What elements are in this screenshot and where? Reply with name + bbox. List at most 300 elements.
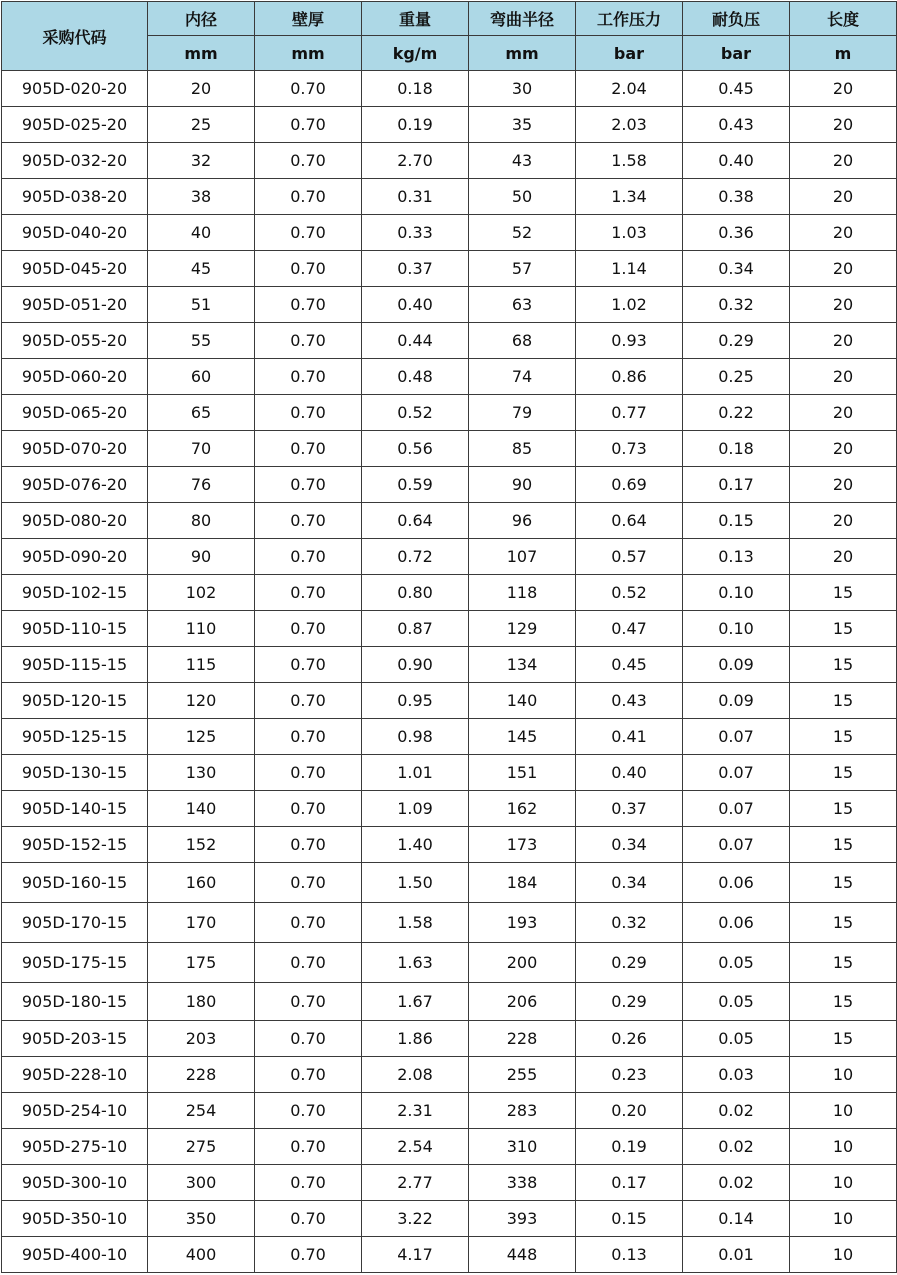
cell-weight: 2.08 <box>362 1057 469 1093</box>
cell-wall-thickness: 0.70 <box>255 1021 362 1057</box>
cell-wall-thickness: 0.70 <box>255 611 362 647</box>
cell-vacuum: 0.09 <box>683 647 790 683</box>
cell-weight: 1.09 <box>362 791 469 827</box>
cell-wall-thickness: 0.70 <box>255 107 362 143</box>
cell-wall-thickness: 0.70 <box>255 431 362 467</box>
cell-weight: 0.59 <box>362 467 469 503</box>
cell-wall-thickness: 0.70 <box>255 143 362 179</box>
cell-working-pressure: 0.47 <box>576 611 683 647</box>
cell-bend-radius: 43 <box>469 143 576 179</box>
cell-working-pressure: 0.37 <box>576 791 683 827</box>
cell-working-pressure: 1.03 <box>576 215 683 251</box>
cell-length: 10 <box>790 1129 897 1165</box>
cell-working-pressure: 0.52 <box>576 575 683 611</box>
cell-code: 905D-400-10 <box>2 1237 148 1273</box>
cell-wall-thickness: 0.70 <box>255 575 362 611</box>
cell-wall-thickness: 0.70 <box>255 943 362 983</box>
cell-vacuum: 0.02 <box>683 1093 790 1129</box>
cell-code: 905D-110-15 <box>2 611 148 647</box>
table-row <box>2 1201 897 1237</box>
cell-code: 905D-300-10 <box>2 1165 148 1201</box>
cell-working-pressure: 0.93 <box>576 323 683 359</box>
table-row <box>2 575 897 611</box>
cell-length: 15 <box>790 983 897 1021</box>
cell-inner-diameter: 80 <box>148 503 255 539</box>
unit-working-pressure: bar <box>576 36 683 71</box>
table-row <box>2 1093 897 1129</box>
cell-code: 905D-228-10 <box>2 1057 148 1093</box>
cell-code: 905D-038-20 <box>2 179 148 215</box>
cell-vacuum: 0.07 <box>683 791 790 827</box>
table-row <box>2 143 897 179</box>
cell-inner-diameter: 32 <box>148 143 255 179</box>
cell-vacuum: 0.22 <box>683 395 790 431</box>
cell-weight: 0.56 <box>362 431 469 467</box>
cell-bend-radius: 35 <box>469 107 576 143</box>
cell-inner-diameter: 40 <box>148 215 255 251</box>
cell-code: 905D-040-20 <box>2 215 148 251</box>
cell-code: 905D-076-20 <box>2 467 148 503</box>
cell-working-pressure: 2.04 <box>576 71 683 107</box>
cell-wall-thickness: 0.70 <box>255 791 362 827</box>
cell-length: 20 <box>790 287 897 323</box>
cell-inner-diameter: 76 <box>148 467 255 503</box>
table-row <box>2 943 897 983</box>
cell-bend-radius: 118 <box>469 575 576 611</box>
cell-working-pressure: 0.19 <box>576 1129 683 1165</box>
cell-wall-thickness: 0.70 <box>255 719 362 755</box>
cell-bend-radius: 134 <box>469 647 576 683</box>
cell-inner-diameter: 70 <box>148 431 255 467</box>
cell-weight: 1.86 <box>362 1021 469 1057</box>
cell-weight: 3.22 <box>362 1201 469 1237</box>
cell-working-pressure: 1.02 <box>576 287 683 323</box>
table-row <box>2 251 897 287</box>
cell-weight: 0.19 <box>362 107 469 143</box>
cell-weight: 1.01 <box>362 755 469 791</box>
cell-weight: 0.37 <box>362 251 469 287</box>
cell-weight: 0.33 <box>362 215 469 251</box>
cell-code: 905D-180-15 <box>2 983 148 1021</box>
cell-inner-diameter: 275 <box>148 1129 255 1165</box>
table-row <box>2 1129 897 1165</box>
cell-bend-radius: 145 <box>469 719 576 755</box>
cell-inner-diameter: 180 <box>148 983 255 1021</box>
cell-vacuum: 0.07 <box>683 755 790 791</box>
table-row <box>2 791 897 827</box>
unit-bend-radius: mm <box>469 36 576 71</box>
cell-working-pressure: 2.03 <box>576 107 683 143</box>
cell-wall-thickness: 0.70 <box>255 1093 362 1129</box>
cell-bend-radius: 151 <box>469 755 576 791</box>
cell-vacuum: 0.02 <box>683 1129 790 1165</box>
cell-length: 20 <box>790 431 897 467</box>
cell-inner-diameter: 60 <box>148 359 255 395</box>
cell-bend-radius: 393 <box>469 1201 576 1237</box>
cell-code: 905D-020-20 <box>2 71 148 107</box>
cell-code: 905D-055-20 <box>2 323 148 359</box>
cell-code: 905D-080-20 <box>2 503 148 539</box>
cell-working-pressure: 0.64 <box>576 503 683 539</box>
cell-vacuum: 0.29 <box>683 323 790 359</box>
cell-weight: 0.95 <box>362 683 469 719</box>
cell-bend-radius: 200 <box>469 943 576 983</box>
cell-weight: 0.40 <box>362 287 469 323</box>
cell-vacuum: 0.34 <box>683 251 790 287</box>
cell-working-pressure: 0.77 <box>576 395 683 431</box>
cell-wall-thickness: 0.70 <box>255 1237 362 1273</box>
cell-code: 905D-102-15 <box>2 575 148 611</box>
cell-vacuum: 0.43 <box>683 107 790 143</box>
table-row <box>2 1237 897 1273</box>
cell-length: 10 <box>790 1201 897 1237</box>
cell-wall-thickness: 0.70 <box>255 503 362 539</box>
cell-wall-thickness: 0.70 <box>255 359 362 395</box>
cell-wall-thickness: 0.70 <box>255 647 362 683</box>
cell-length: 15 <box>790 755 897 791</box>
cell-inner-diameter: 175 <box>148 943 255 983</box>
cell-weight: 0.48 <box>362 359 469 395</box>
cell-weight: 1.58 <box>362 903 469 943</box>
table-row <box>2 71 897 107</box>
cell-working-pressure: 0.34 <box>576 863 683 903</box>
cell-weight: 0.87 <box>362 611 469 647</box>
cell-wall-thickness: 0.70 <box>255 215 362 251</box>
cell-bend-radius: 310 <box>469 1129 576 1165</box>
cell-length: 15 <box>790 719 897 755</box>
cell-bend-radius: 79 <box>469 395 576 431</box>
cell-bend-radius: 228 <box>469 1021 576 1057</box>
cell-bend-radius: 129 <box>469 611 576 647</box>
cell-wall-thickness: 0.70 <box>255 903 362 943</box>
cell-working-pressure: 0.29 <box>576 983 683 1021</box>
cell-length: 20 <box>790 395 897 431</box>
cell-length: 20 <box>790 71 897 107</box>
cell-vacuum: 0.38 <box>683 179 790 215</box>
cell-working-pressure: 0.20 <box>576 1093 683 1129</box>
cell-length: 20 <box>790 503 897 539</box>
cell-weight: 2.70 <box>362 143 469 179</box>
table-row <box>2 647 897 683</box>
cell-working-pressure: 0.40 <box>576 755 683 791</box>
cell-length: 20 <box>790 107 897 143</box>
cell-code: 905D-152-15 <box>2 827 148 863</box>
cell-bend-radius: 50 <box>469 179 576 215</box>
cell-vacuum: 0.05 <box>683 943 790 983</box>
cell-wall-thickness: 0.70 <box>255 287 362 323</box>
cell-inner-diameter: 140 <box>148 791 255 827</box>
spec-table <box>1 1 897 1273</box>
cell-inner-diameter: 120 <box>148 683 255 719</box>
cell-length: 15 <box>790 903 897 943</box>
cell-inner-diameter: 55 <box>148 323 255 359</box>
header-name-row <box>2 2 897 36</box>
cell-inner-diameter: 160 <box>148 863 255 903</box>
cell-working-pressure: 0.73 <box>576 431 683 467</box>
cell-bend-radius: 107 <box>469 539 576 575</box>
cell-wall-thickness: 0.70 <box>255 863 362 903</box>
table-row <box>2 719 897 755</box>
cell-code: 905D-060-20 <box>2 359 148 395</box>
cell-code: 905D-120-15 <box>2 683 148 719</box>
header-length: 长度 <box>790 2 897 36</box>
header-working-pressure: 工作压力 <box>576 2 683 36</box>
cell-working-pressure: 0.45 <box>576 647 683 683</box>
cell-wall-thickness: 0.70 <box>255 539 362 575</box>
cell-length: 15 <box>790 791 897 827</box>
cell-inner-diameter: 38 <box>148 179 255 215</box>
table-row <box>2 179 897 215</box>
cell-bend-radius: 283 <box>469 1093 576 1129</box>
cell-length: 20 <box>790 215 897 251</box>
cell-wall-thickness: 0.70 <box>255 983 362 1021</box>
cell-vacuum: 0.15 <box>683 503 790 539</box>
cell-vacuum: 0.06 <box>683 903 790 943</box>
cell-bend-radius: 57 <box>469 251 576 287</box>
cell-bend-radius: 162 <box>469 791 576 827</box>
cell-vacuum: 0.05 <box>683 1021 790 1057</box>
cell-wall-thickness: 0.70 <box>255 395 362 431</box>
cell-length: 20 <box>790 251 897 287</box>
cell-length: 20 <box>790 467 897 503</box>
cell-code: 905D-254-10 <box>2 1093 148 1129</box>
cell-working-pressure: 0.29 <box>576 943 683 983</box>
table-row <box>2 1021 897 1057</box>
cell-vacuum: 0.40 <box>683 143 790 179</box>
cell-code: 905D-025-20 <box>2 107 148 143</box>
cell-wall-thickness: 0.70 <box>255 323 362 359</box>
cell-wall-thickness: 0.70 <box>255 683 362 719</box>
table-row <box>2 611 897 647</box>
cell-code: 905D-032-20 <box>2 143 148 179</box>
cell-inner-diameter: 400 <box>148 1237 255 1273</box>
cell-inner-diameter: 300 <box>148 1165 255 1201</box>
cell-working-pressure: 0.34 <box>576 827 683 863</box>
cell-length: 15 <box>790 1021 897 1057</box>
cell-working-pressure: 0.41 <box>576 719 683 755</box>
cell-weight: 1.40 <box>362 827 469 863</box>
cell-weight: 2.77 <box>362 1165 469 1201</box>
table-row <box>2 287 897 323</box>
cell-inner-diameter: 102 <box>148 575 255 611</box>
cell-bend-radius: 448 <box>469 1237 576 1273</box>
table-row <box>2 539 897 575</box>
cell-vacuum: 0.10 <box>683 611 790 647</box>
cell-inner-diameter: 203 <box>148 1021 255 1057</box>
cell-weight: 2.54 <box>362 1129 469 1165</box>
header-weight: 重量 <box>362 2 469 36</box>
cell-inner-diameter: 45 <box>148 251 255 287</box>
cell-weight: 4.17 <box>362 1237 469 1273</box>
cell-code: 905D-090-20 <box>2 539 148 575</box>
cell-inner-diameter: 110 <box>148 611 255 647</box>
cell-wall-thickness: 0.70 <box>255 1201 362 1237</box>
cell-working-pressure: 0.57 <box>576 539 683 575</box>
cell-working-pressure: 0.69 <box>576 467 683 503</box>
table-row <box>2 1057 897 1093</box>
cell-weight: 1.50 <box>362 863 469 903</box>
cell-bend-radius: 85 <box>469 431 576 467</box>
cell-weight: 0.52 <box>362 395 469 431</box>
cell-weight: 1.63 <box>362 943 469 983</box>
cell-working-pressure: 0.43 <box>576 683 683 719</box>
cell-wall-thickness: 0.70 <box>255 1129 362 1165</box>
cell-vacuum: 0.45 <box>683 71 790 107</box>
cell-bend-radius: 63 <box>469 287 576 323</box>
cell-length: 20 <box>790 323 897 359</box>
cell-length: 10 <box>790 1057 897 1093</box>
cell-code: 905D-115-15 <box>2 647 148 683</box>
cell-length: 10 <box>790 1093 897 1129</box>
cell-wall-thickness: 0.70 <box>255 467 362 503</box>
cell-vacuum: 0.13 <box>683 539 790 575</box>
cell-length: 15 <box>790 683 897 719</box>
cell-code: 905D-051-20 <box>2 287 148 323</box>
cell-weight: 0.18 <box>362 71 469 107</box>
table-row <box>2 863 897 903</box>
cell-working-pressure: 1.14 <box>576 251 683 287</box>
cell-vacuum: 0.17 <box>683 467 790 503</box>
cell-bend-radius: 30 <box>469 71 576 107</box>
cell-length: 15 <box>790 647 897 683</box>
cell-code: 905D-140-15 <box>2 791 148 827</box>
cell-length: 15 <box>790 943 897 983</box>
cell-vacuum: 0.09 <box>683 683 790 719</box>
cell-working-pressure: 0.15 <box>576 1201 683 1237</box>
cell-weight: 0.31 <box>362 179 469 215</box>
cell-code: 905D-065-20 <box>2 395 148 431</box>
cell-code: 905D-160-15 <box>2 863 148 903</box>
cell-inner-diameter: 65 <box>148 395 255 431</box>
cell-weight: 2.31 <box>362 1093 469 1129</box>
cell-length: 15 <box>790 863 897 903</box>
cell-code: 905D-070-20 <box>2 431 148 467</box>
cell-inner-diameter: 130 <box>148 755 255 791</box>
cell-length: 15 <box>790 611 897 647</box>
cell-working-pressure: 0.23 <box>576 1057 683 1093</box>
table-row <box>2 215 897 251</box>
cell-wall-thickness: 0.70 <box>255 1165 362 1201</box>
header-bend-radius: 弯曲半径 <box>469 2 576 36</box>
cell-inner-diameter: 20 <box>148 71 255 107</box>
cell-weight: 0.98 <box>362 719 469 755</box>
cell-working-pressure: 0.32 <box>576 903 683 943</box>
cell-vacuum: 0.05 <box>683 983 790 1021</box>
cell-wall-thickness: 0.70 <box>255 71 362 107</box>
table-row <box>2 755 897 791</box>
header-inner-diameter: 内径 <box>148 2 255 36</box>
cell-vacuum: 0.06 <box>683 863 790 903</box>
unit-length: m <box>790 36 897 71</box>
cell-vacuum: 0.10 <box>683 575 790 611</box>
table-body <box>2 71 897 1273</box>
cell-working-pressure: 0.26 <box>576 1021 683 1057</box>
cell-bend-radius: 255 <box>469 1057 576 1093</box>
table-row <box>2 431 897 467</box>
cell-bend-radius: 90 <box>469 467 576 503</box>
cell-length: 20 <box>790 179 897 215</box>
cell-vacuum: 0.18 <box>683 431 790 467</box>
cell-bend-radius: 96 <box>469 503 576 539</box>
unit-weight: kg/m <box>362 36 469 71</box>
cell-inner-diameter: 152 <box>148 827 255 863</box>
table-row <box>2 983 897 1021</box>
cell-weight: 1.67 <box>362 983 469 1021</box>
cell-vacuum: 0.25 <box>683 359 790 395</box>
cell-wall-thickness: 0.70 <box>255 179 362 215</box>
cell-code: 905D-203-15 <box>2 1021 148 1057</box>
cell-wall-thickness: 0.70 <box>255 827 362 863</box>
cell-inner-diameter: 25 <box>148 107 255 143</box>
table-row <box>2 323 897 359</box>
cell-length: 20 <box>790 359 897 395</box>
cell-bend-radius: 74 <box>469 359 576 395</box>
cell-length: 15 <box>790 827 897 863</box>
cell-bend-radius: 193 <box>469 903 576 943</box>
cell-wall-thickness: 0.70 <box>255 251 362 287</box>
cell-vacuum: 0.03 <box>683 1057 790 1093</box>
cell-weight: 0.64 <box>362 503 469 539</box>
cell-wall-thickness: 0.70 <box>255 755 362 791</box>
table-row <box>2 107 897 143</box>
cell-code: 905D-170-15 <box>2 903 148 943</box>
cell-bend-radius: 52 <box>469 215 576 251</box>
cell-inner-diameter: 125 <box>148 719 255 755</box>
cell-vacuum: 0.14 <box>683 1201 790 1237</box>
table-row <box>2 903 897 943</box>
cell-inner-diameter: 115 <box>148 647 255 683</box>
table-row <box>2 827 897 863</box>
cell-inner-diameter: 254 <box>148 1093 255 1129</box>
cell-inner-diameter: 350 <box>148 1201 255 1237</box>
cell-weight: 0.80 <box>362 575 469 611</box>
cell-weight: 0.44 <box>362 323 469 359</box>
cell-code: 905D-175-15 <box>2 943 148 983</box>
header-wall-thickness: 壁厚 <box>255 2 362 36</box>
cell-vacuum: 0.07 <box>683 827 790 863</box>
cell-inner-diameter: 90 <box>148 539 255 575</box>
header-vacuum: 耐负压 <box>683 2 790 36</box>
table-row <box>2 359 897 395</box>
unit-wall-thickness: mm <box>255 36 362 71</box>
cell-code: 905D-125-15 <box>2 719 148 755</box>
cell-length: 20 <box>790 143 897 179</box>
cell-vacuum: 0.32 <box>683 287 790 323</box>
cell-bend-radius: 184 <box>469 863 576 903</box>
cell-weight: 0.90 <box>362 647 469 683</box>
table-row <box>2 395 897 431</box>
cell-bend-radius: 206 <box>469 983 576 1021</box>
unit-vacuum: bar <box>683 36 790 71</box>
cell-code: 905D-045-20 <box>2 251 148 287</box>
header-code: 采购代码 <box>2 2 148 71</box>
cell-inner-diameter: 170 <box>148 903 255 943</box>
cell-vacuum: 0.36 <box>683 215 790 251</box>
cell-bend-radius: 140 <box>469 683 576 719</box>
cell-vacuum: 0.02 <box>683 1165 790 1201</box>
cell-wall-thickness: 0.70 <box>255 1057 362 1093</box>
cell-length: 15 <box>790 575 897 611</box>
cell-vacuum: 0.07 <box>683 719 790 755</box>
cell-working-pressure: 1.58 <box>576 143 683 179</box>
cell-code: 905D-275-10 <box>2 1129 148 1165</box>
cell-bend-radius: 173 <box>469 827 576 863</box>
cell-working-pressure: 0.17 <box>576 1165 683 1201</box>
cell-weight: 0.72 <box>362 539 469 575</box>
cell-working-pressure: 0.13 <box>576 1237 683 1273</box>
cell-inner-diameter: 228 <box>148 1057 255 1093</box>
cell-bend-radius: 68 <box>469 323 576 359</box>
